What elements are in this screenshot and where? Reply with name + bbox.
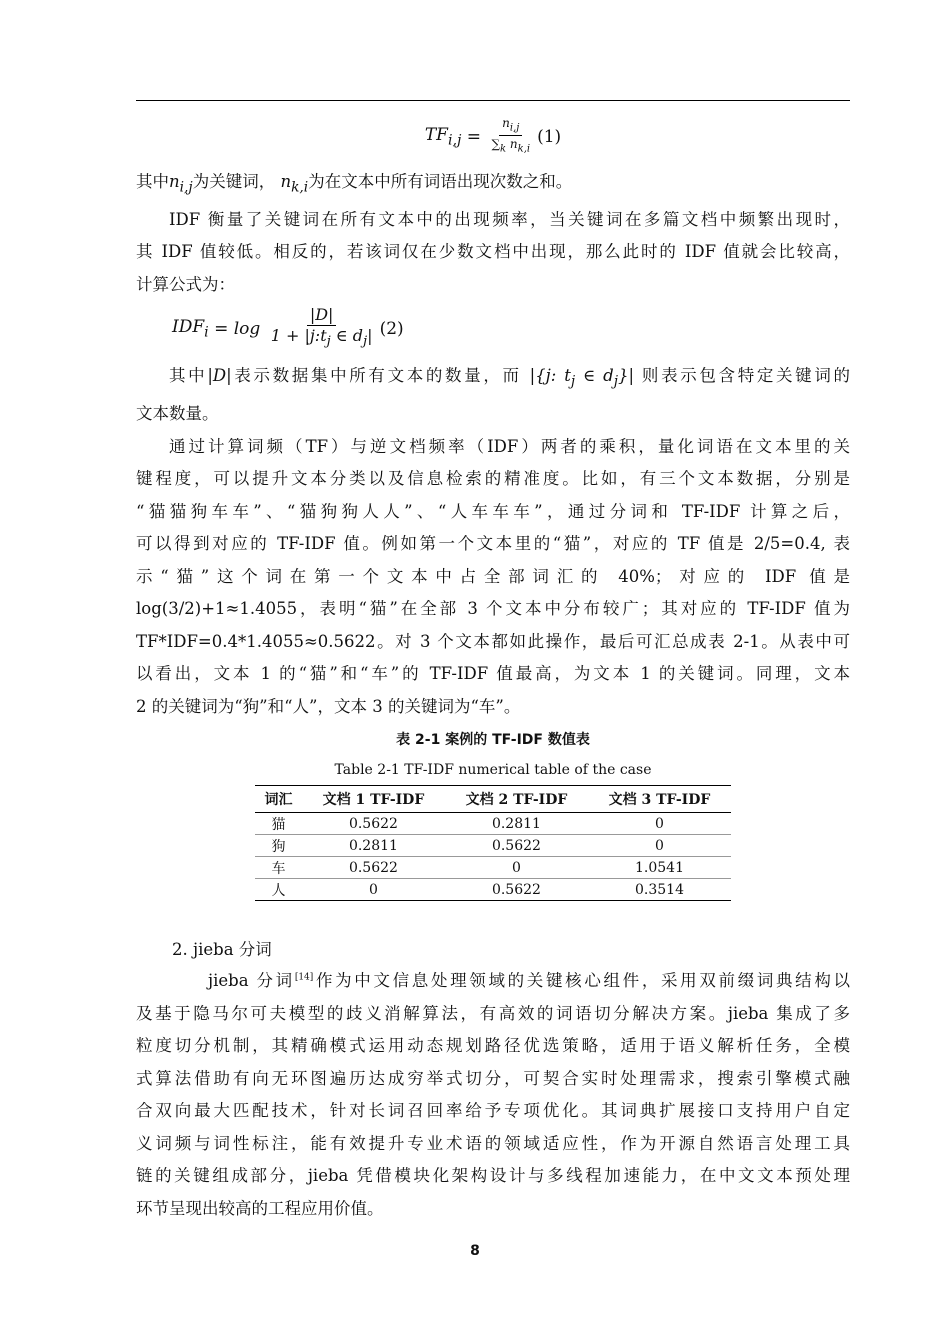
- formula-tf-fraction: $\frac{n_{i,j}}{\sum_k n_{k,i}}$: [491, 116, 531, 155]
- table-header-cell: 词汇: [264, 792, 293, 809]
- tfidf-table: [255, 785, 731, 901]
- header-rule: [136, 100, 850, 101]
- table-cell: 0: [302, 879, 445, 901]
- paragraph-idf-explanation: 其中|D|表示数据集中所有文本的数量，而 |{j: $t_j$ ∈ $d_j\}|$ 则表示包含特定关键词的: [169, 366, 850, 390]
- formula-idf-number: (2): [379, 318, 404, 339]
- table-header-cell: 文档 1 TF-IDF: [322, 792, 425, 809]
- table-cell: 狗: [255, 835, 302, 857]
- table-cell: 0.2811: [302, 835, 445, 857]
- formula-tf: [136, 116, 850, 158]
- formula-tf-lhs: $TF_{i,j}$: [424, 125, 462, 149]
- table-cell: 0: [588, 835, 731, 857]
- table-cell: 0: [445, 857, 588, 879]
- table-row: [255, 813, 731, 835]
- paragraph-jieba-line-1: jieba 分词[14]作为中文信息处理领域的关键核心组件，采用双前缀词典结构以: [208, 971, 850, 991]
- table-cell: 0.5622: [445, 835, 588, 857]
- table-cell: 0.3514: [588, 879, 731, 901]
- table-caption-cn: 表 2-1 案例的 TF-IDF 数值表: [396, 732, 590, 749]
- table-row: [255, 879, 731, 901]
- table-row: [255, 857, 731, 879]
- table-cell: 0: [588, 813, 731, 835]
- formula-idf-lhs: $IDF_i$: [172, 316, 209, 341]
- paragraph-example-line-6: log(3/2)+1≈1.4055，表明“猫”在全部 3 个文本中分布较广；其对应的 TF-IDF 值为: [136, 599, 850, 619]
- paragraph-example-line-4: 可以得到对应的 TF-IDF 值。例如第一个文本里的“猫”，对应的 TF 值是 2/5=0.4, 表: [136, 534, 850, 554]
- paragraph-example-line-2: 键程度，可以提升文本分类以及信息检索的精准度。比如，有三个文本数据，分别是: [136, 469, 850, 489]
- formula-idf: [136, 305, 850, 352]
- paragraph-idf-line-3: 计算公式为：: [136, 274, 235, 294]
- section-heading-jieba: 2. jieba 分词: [172, 940, 272, 960]
- table-cell: 0.2811: [445, 813, 588, 835]
- paragraph-example-line-7: TF*IDF=0.4*1.4055≈0.5622。对 3 个文本都如此操作，最后可汇总成表 2-1。从表中可: [136, 631, 850, 651]
- paragraph-jieba-line-6: 义词频与词性标注，能有效提升专业术语的领域适应性，作为开源自然语言处理工具: [136, 1133, 850, 1153]
- paragraph-example-line-1: 通过计算词频（TF）与逆文档频率（IDF）两者的乘积，量化词语在文本里的关: [169, 436, 850, 456]
- paragraph-jieba-line-8: 环节呈现出较高的工程应用价值。: [136, 1198, 384, 1218]
- table-header-cell: 文档 3 TF-IDF: [608, 792, 711, 809]
- paragraph-idf-explanation-line-2: 文本数量。: [136, 404, 219, 424]
- paragraph-example-line-8: 以看出，文本 1 的“猫”和“车”的 TF-IDF 值最高，为文本 1 的关键词。同理，文本: [136, 664, 850, 684]
- table-cell: 0.5622: [302, 813, 445, 835]
- paragraph-jieba-line-2: 及基于隐马尔可夫模型的歧义消解算法，有高效的词语切分解决方案。jieba 集成了多: [136, 1003, 850, 1023]
- paragraph-tf-definition: 其中$n_{i,j}$为关键词， $n_{k,i}$为在文本中所有词语出现次数之和。: [136, 171, 573, 196]
- table-cell: 猫: [255, 813, 302, 835]
- paragraph-idf-line-1: IDF 衡量了关键词在所有文本中的出现频率，当关键词在多篇文档中频繁出现时，: [169, 209, 850, 229]
- formula-tf-equals: =: [466, 126, 482, 147]
- citation-ref: [14]: [294, 972, 314, 983]
- formula-idf-fraction: $\frac{|D|}{1 + |j:t_j \in d_j|}$: [270, 305, 373, 350]
- table-cell: 0.5622: [445, 879, 588, 901]
- table-cell: 人: [255, 879, 302, 901]
- paragraph-jieba-line-5: 合双向最大匹配技术，针对长词召回率给予专项优化。其词典扩展接口支持用户自定: [136, 1101, 850, 1121]
- paragraph-jieba-line-3: 粒度切分机制，其精确模式运用动态规划路径优选策略，适用于语义解析任务，全模: [136, 1036, 850, 1056]
- table-header-row: [255, 786, 731, 813]
- table-cell: 车: [255, 857, 302, 879]
- table-cell: 0.5622: [302, 857, 445, 879]
- paragraph-idf-line-2: 其 IDF 值较低。相反的，若该词仅在少数文档中出现，那么此时的 IDF 值就会比较高，: [136, 242, 850, 262]
- formula-tf-number: (1): [537, 126, 562, 147]
- paragraph-example-line-5: 示“猫”这个词在第一个文本中占全部词汇的 40%；对应的 IDF 值是: [136, 566, 850, 586]
- formula-idf-equals: = log: [214, 318, 261, 339]
- paragraph-example-line-9: 2 的关键词为“狗”和“人”，文本 3 的关键词为“车”。: [136, 696, 521, 716]
- table-cell: 1.0541: [588, 857, 731, 879]
- paragraph-example-line-3: “猫猫狗车车”、“猫狗狗人人”、“人车车车”，通过分词和 TF-IDF 计算之后，: [136, 501, 850, 521]
- table-header-cell: 文档 2 TF-IDF: [465, 792, 568, 809]
- table-row: [255, 835, 731, 857]
- paragraph-jieba-line-4: 式算法借助有向无环图遍历达成穷举式切分，可契合实时处理需求，搜索引擎模式融: [136, 1068, 850, 1088]
- page-body: [136, 110, 850, 1225]
- table-caption-en: Table 2-1 TF-IDF numerical table of the case: [334, 762, 652, 779]
- page-number: 8: [470, 1243, 480, 1259]
- paragraph-jieba-line-7: 链的关键组成部分，jieba 凭借模块化架构设计与多线程加速能力，在中文文本预处理: [136, 1166, 850, 1186]
